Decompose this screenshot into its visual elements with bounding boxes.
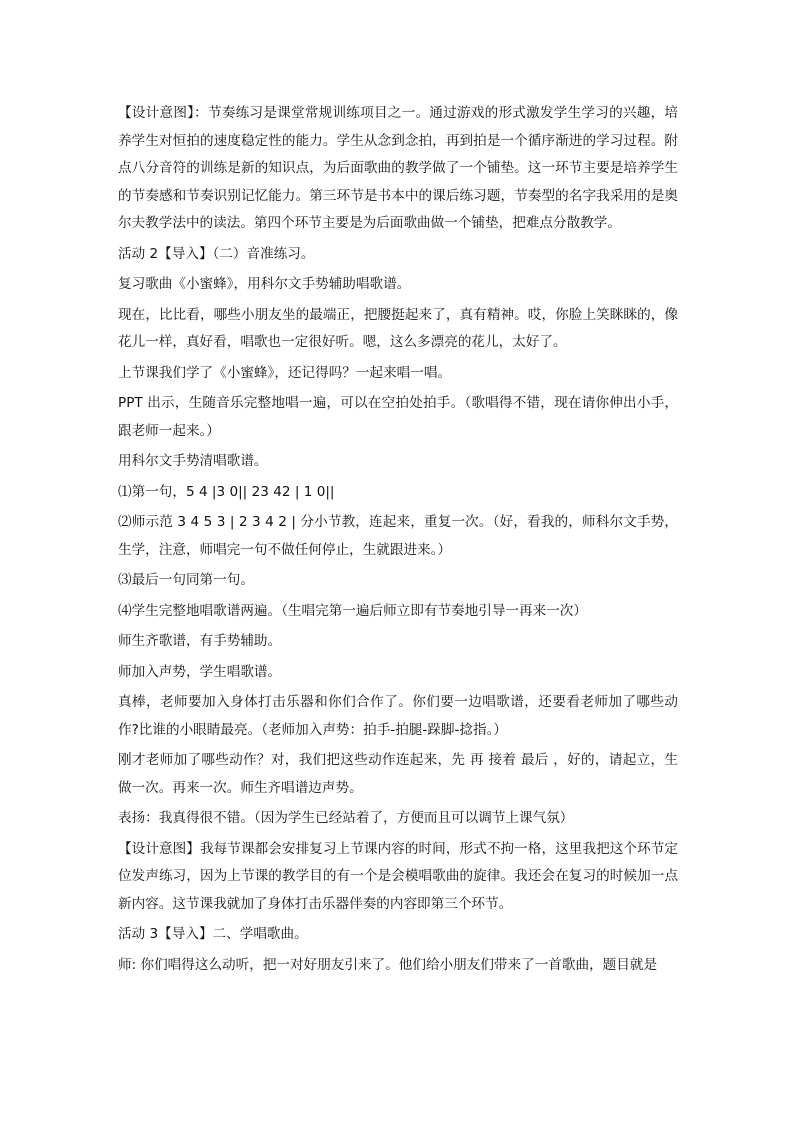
document-body: [118, 100, 678, 979]
step-1-line: ⑴第一句，5 4 |3 0|| 23 42 | 1 0||: [118, 483, 335, 500]
activity-2-heading: 活动 2【导入】（二）音准练习。: [118, 245, 315, 262]
teacher-intro-paragraph: 师: 你们唱得这么动听，把一对好朋友引来了。他们给小朋友们带来了一首歌曲，题目就是: [118, 956, 658, 973]
step-3-line: ⑶最后一句同第一句。: [118, 572, 254, 588]
together-line: 师生齐歌谱，有手势辅助。: [118, 633, 282, 649]
step-4-line: ⑷学生完整地唱歌谱两遍。（生唱完第一遍后师立即有节奏地引导一再来一次）: [118, 602, 587, 619]
teacher-praise-paragraph: 现在，比比看，哪些小朋友坐的最端正，把腰挺起来了，真有精神。哎，你脸上笑眯眯的，像花儿一样，真好看，唱歌也一定很好听。嗯，这么多漂亮的花儿，太好了。: [118, 306, 678, 350]
design-intent-2-paragraph: 【设计意图】我每节课都会安排复习上节课内容的时间，形式不拘一格，这里我把这个环节定位发声练习，因为上节课的教学目的有一个是会模唱歌曲的旋律。我还会在复习的时候加一点新内容。这节课我就加了身体打击乐器伴奏的内容即第三个环节。: [118, 840, 678, 912]
actions-paragraph: 刚才老师加了哪些动作？对，我们把这些动作连起来，先 再 接着 最后 ，好的，请起立，生做一次。再来一次。师生齐唱谱边声势。: [118, 752, 678, 796]
percussion-paragraph: 真棒，老师要加入身体打击乐器和你们合作了。你们要一边唱歌谱，还要看老师加了哪些动作?比谁的小眼睛最亮。（老师加入声势：拍手-拍腿-跺脚-捻指。）: [118, 694, 678, 738]
praise-line: 表扬：我真得很不错。（因为学生已经站着了，方便而且可以调节上课气氛）: [118, 810, 574, 826]
last-lesson-line: 上节课我们学了《小蜜蜂》，还记得吗？一起来唱一唱。: [118, 364, 452, 381]
activity-3-heading: 活动 3【导入】二、学唱歌曲。: [118, 926, 308, 942]
body-percussion-line: 师加入声势，学生唱歌谱。: [118, 663, 282, 680]
design-intent-paragraph: 【设计意图】：节奏练习是课堂常规训练项目之一。通过游戏的形式激发学生学习的兴趣，培养学生对恒拍的速度稳定性的能力。学生从念到念拍，再到拍是一个循序渐进的学习过程。附点八分音符的训练是新的知识点，为后面歌曲的教学做了一个铺垫。这一环节主要是培养学生的节奏感和节奏识别记忆能力。第三环节是书本中的课后练习题，节奏型的名字我采用的是奥尔夫教学法中的读法。第四个环节主要是为后面歌曲做一个铺垫，把难点分散教学。: [118, 105, 678, 231]
review-song-line: 复习歌曲《小蜜蜂》，用科尔文手势辅助唱歌谱。: [118, 276, 411, 292]
ppt-instruction-paragraph: PPT 出示，生随音乐完整地唱一遍，可以在空拍处拍手。（歌唱得不错，现在请你伸出小手，跟老师一起来。）: [118, 395, 678, 439]
kodaly-sing-line: 用科尔文手势清唱歌谱。: [118, 453, 268, 469]
step-2-paragraph: ⑵师示范 3 4 5 3 | 2 3 4 2 | 分小节教，连起来，重复一次。（好，看我的，师科尔文手势，生学，注意，师唱完一句不做任何停止，生就跟进来。）: [118, 514, 678, 558]
